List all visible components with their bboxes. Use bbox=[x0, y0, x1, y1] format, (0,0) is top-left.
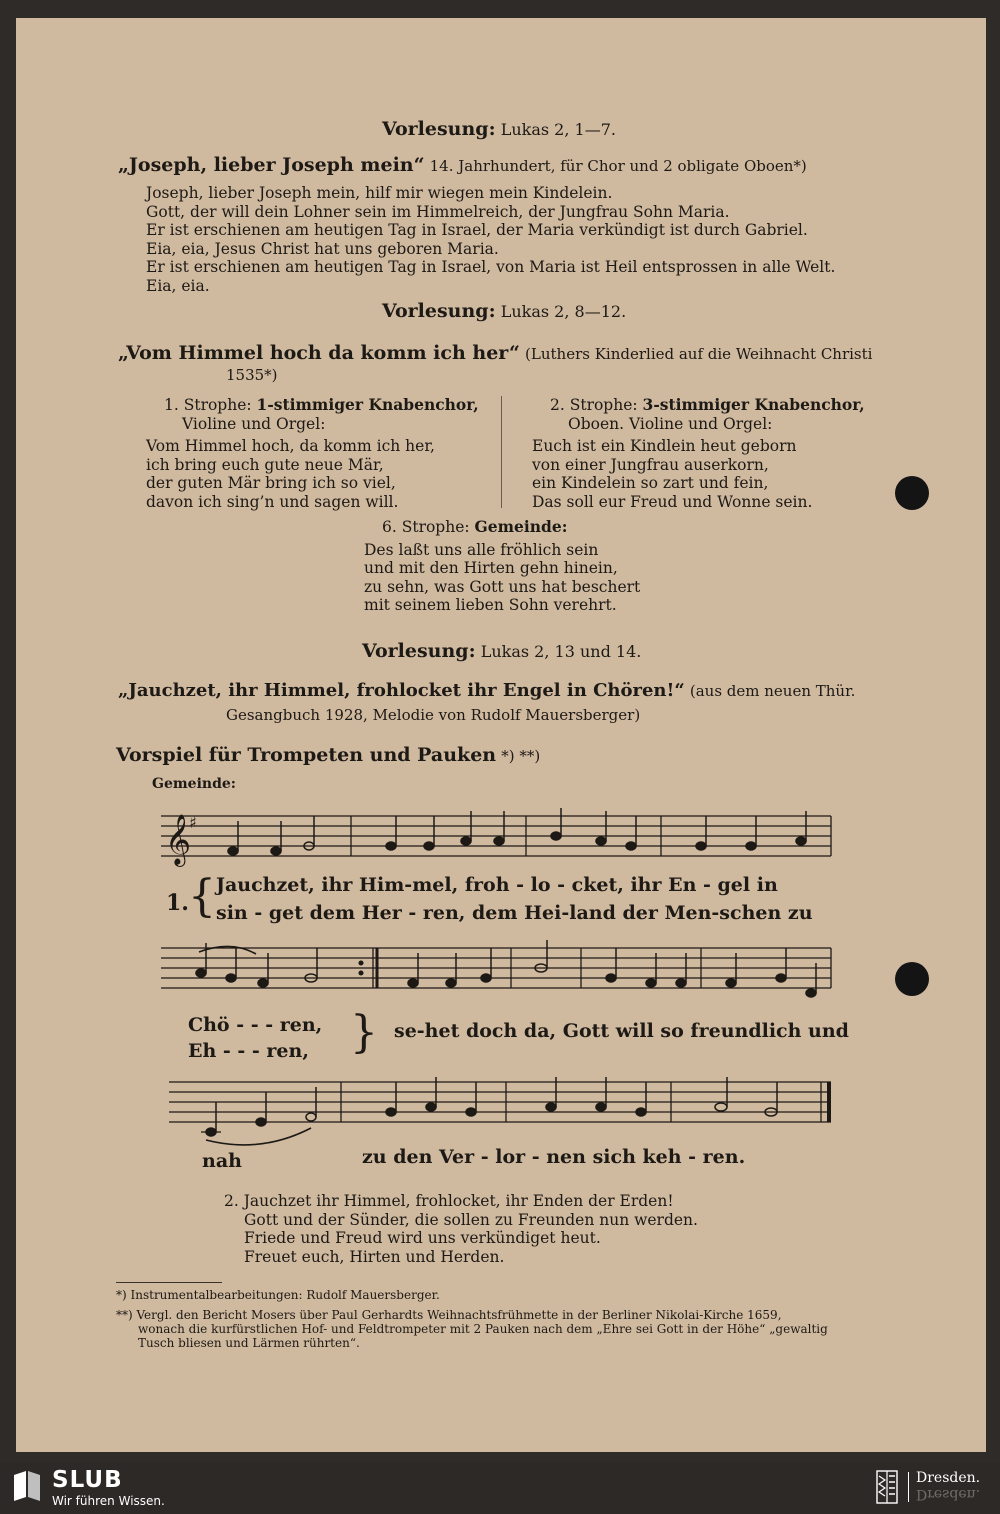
verse-1-choir: 1-stimmiger Knabenchor, bbox=[256, 395, 479, 414]
verse-6-line: zu sehn, was Gott uns hat beschert bbox=[364, 577, 641, 596]
hymn-3-verse-2 bbox=[224, 1192, 698, 1266]
hymn-3-verse-2-line: 2. Jauchzet ihr Himmel, frohlocket, ihr Enden der Erden! bbox=[224, 1192, 674, 1210]
hymn-1-line: Eia, eia, Jesus Christ hat uns geboren Maria. bbox=[146, 239, 499, 258]
music-staff-2 bbox=[161, 940, 835, 1000]
footnote-2-line: Tusch bliesen und Lärmen rührten“. bbox=[138, 1336, 360, 1350]
reading-3-label: Vorlesung: bbox=[362, 640, 476, 662]
lyric-brace-2: } bbox=[350, 1007, 378, 1058]
punch-hole bbox=[895, 476, 929, 510]
hymn-1-note: 14. Jahrhundert, für Chor und 2 obligate Oboen*) bbox=[429, 157, 807, 175]
hymn-1-line: Gott, der will dein Lohner sein im Himmelreich, der Jungfrau Sohn Maria. bbox=[146, 202, 730, 221]
reading-3 bbox=[362, 640, 641, 662]
reading-1 bbox=[382, 118, 616, 140]
footnote-1: *) Instrumentalbearbeitungen: Rudolf Mauersberger. bbox=[116, 1288, 440, 1302]
prelude-marks: *) **) bbox=[501, 747, 541, 765]
lyric-row-1-line-1: Jauchzet, ihr Him-mel, froh - lo - cket, ihr En - gel in bbox=[216, 874, 778, 896]
slub-tagline: Wir führen Wissen. bbox=[52, 1494, 165, 1508]
lyric-row-2-a-line-1: Chö - - - ren, bbox=[188, 1014, 323, 1036]
punch-hole bbox=[895, 962, 929, 996]
verse-2-line: Das soll eur Freud und Wonne sein. bbox=[532, 492, 813, 511]
verse-6-line: mit seinem lieben Sohn verehrt. bbox=[364, 596, 617, 614]
verse-2-line: ein Kindelein so zart und fein, bbox=[532, 474, 769, 492]
music-staff-1 bbox=[161, 808, 835, 868]
hymn-2-note-cont: 1535*) bbox=[226, 366, 278, 384]
hymn-3-header bbox=[118, 680, 855, 701]
music-staff-3 bbox=[161, 1074, 835, 1154]
dresden-crest-icon bbox=[876, 1470, 898, 1504]
hymn-2-verse-1 bbox=[146, 395, 479, 511]
lyric-row-3-a: nah bbox=[202, 1150, 242, 1172]
footer-divider bbox=[908, 1472, 909, 1502]
verse-1-line: davon ich sing’n und sagen will. bbox=[146, 492, 399, 511]
verse-number: 1. bbox=[166, 890, 189, 916]
hymn-3-note: (aus dem neuen Thür. bbox=[689, 682, 856, 700]
lyric-brace-1: { bbox=[188, 871, 216, 922]
hymn-1-line: Joseph, lieber Joseph mein, hilf mir wiegen mein Kindelein. bbox=[146, 184, 613, 202]
verse-2-choir: 3-stimmiger Knabenchor, bbox=[642, 395, 865, 414]
column-divider bbox=[501, 396, 502, 508]
congregation-label: Gemeinde: bbox=[152, 776, 236, 792]
reading-2 bbox=[382, 300, 626, 322]
reading-3-ref: Lukas 2, 13 und 14. bbox=[480, 642, 642, 661]
hymn-1-line: Er ist erschienen am heutigen Tag in Israel, der Maria verkündigt ist durch Gabriel. bbox=[146, 221, 808, 239]
slub-logo-text: SLUB bbox=[52, 1467, 123, 1493]
hymn-2-title: „Vom Himmel hoch da komm ich her“ bbox=[118, 342, 520, 364]
hymn-1-line: Eia, eia. bbox=[146, 276, 210, 295]
verse-2-instruments: Oboen. Violine und Orgel: bbox=[568, 414, 773, 433]
reading-2-label: Vorlesung: bbox=[382, 300, 496, 322]
verse-1-line: ich bring euch gute neue Mär, bbox=[146, 455, 384, 474]
hymn-3-title: „Jauchzet, ihr Himmel, frohlocket ihr Engel in Chören!“ bbox=[118, 680, 685, 701]
prelude-title: Vorspiel für Trompeten und Pauken bbox=[116, 744, 497, 766]
footnote-2-line: **) Vergl. den Bericht Mosers über Paul Gerhardts Weihnachtsfrühmette in der Berliner Nikolai-Kirche 1659, bbox=[116, 1308, 782, 1322]
hymn-1-header bbox=[118, 154, 807, 176]
prelude-heading bbox=[116, 744, 540, 766]
hymn-2-verse-2 bbox=[532, 395, 865, 511]
verse-1-line: Vom Himmel hoch, da komm ich her, bbox=[146, 437, 435, 455]
lyric-row-2-b: se-het doch da, Gott will so freundlich und bbox=[394, 1020, 849, 1042]
reading-1-ref: Lukas 2, 1—7. bbox=[500, 120, 616, 139]
verse-2-line: Euch ist ein Kindlein heut geborn bbox=[532, 437, 797, 455]
svg-text:𝄞: 𝄞 bbox=[165, 814, 192, 865]
verse-2-line: von einer Jungfrau auserkorn, bbox=[532, 455, 769, 474]
hymn-1-title: „Joseph, lieber Joseph mein“ bbox=[118, 154, 425, 176]
lyric-row-1-line-2: sin - get dem Her - ren, dem Hei-land der Men-schen zu bbox=[216, 902, 813, 924]
footnote-2-line: wonach die kurfürstlichen Hof- und Feldtrompeter mit 2 Pauken nach dem „Ehre sei Gott in der Höhe“ „gewaltig bbox=[138, 1322, 828, 1336]
hymn-2-header bbox=[118, 342, 872, 364]
reading-1-label: Vorlesung: bbox=[382, 118, 496, 140]
verse-6-line: und mit den Hirten gehn hinein, bbox=[364, 559, 618, 577]
slub-logo-icon bbox=[12, 1471, 42, 1503]
footer-bar bbox=[0, 1462, 1000, 1514]
document-page bbox=[16, 18, 986, 1452]
verse-6-label: 6. Strophe: bbox=[382, 518, 475, 536]
svg-text:♯: ♯ bbox=[189, 813, 197, 832]
verse-1-line: der guten Mär bring ich so viel, bbox=[146, 474, 396, 492]
hymn-3-verse-2-line: Gott und der Sünder, die sollen zu Freunden nun werden. bbox=[244, 1210, 698, 1229]
hymn-2-note: (Luthers Kinderlied auf die Weihnacht Christi bbox=[525, 345, 873, 363]
verse-2-label: 2. Strophe: bbox=[550, 396, 643, 414]
verse-1-instruments: Violine und Orgel: bbox=[182, 414, 326, 433]
verse-6-choir: Gemeinde: bbox=[474, 517, 568, 536]
hymn-3-note-cont: Gesangbuch 1928, Melodie von Rudolf Mauersberger) bbox=[226, 706, 641, 724]
verse-1-label: 1. Strophe: bbox=[164, 396, 257, 414]
lyric-row-2-a bbox=[188, 1012, 322, 1064]
reading-2-ref: Lukas 2, 8—12. bbox=[500, 302, 627, 321]
dresden-logo-text: Dresden. bbox=[916, 1470, 981, 1486]
verse-6-line: Des laßt uns alle fröhlich sein bbox=[364, 540, 599, 559]
hymn-1-text bbox=[146, 184, 835, 295]
footnote-rule bbox=[116, 1282, 222, 1283]
hymn-1-line: Er ist erschienen am heutigen Tag in Israel, von Maria ist Heil entsprossen in alle Welt. bbox=[146, 258, 836, 276]
hymn-2-verse-6 bbox=[364, 518, 640, 615]
hymn-3-verse-2-line: Friede und Freud wird uns verkündiget heut. bbox=[244, 1229, 601, 1247]
lyric-row-3-b: zu den Ver - lor - nen sich keh - ren. bbox=[362, 1146, 746, 1168]
hymn-3-verse-2-line: Freuet euch, Hirten und Herden. bbox=[244, 1247, 505, 1266]
dresden-logo-reflection: Dresden. bbox=[916, 1486, 981, 1502]
footnote-2 bbox=[116, 1308, 828, 1350]
lyric-row-2-a-line-2: Eh - - - ren, bbox=[188, 1040, 309, 1062]
